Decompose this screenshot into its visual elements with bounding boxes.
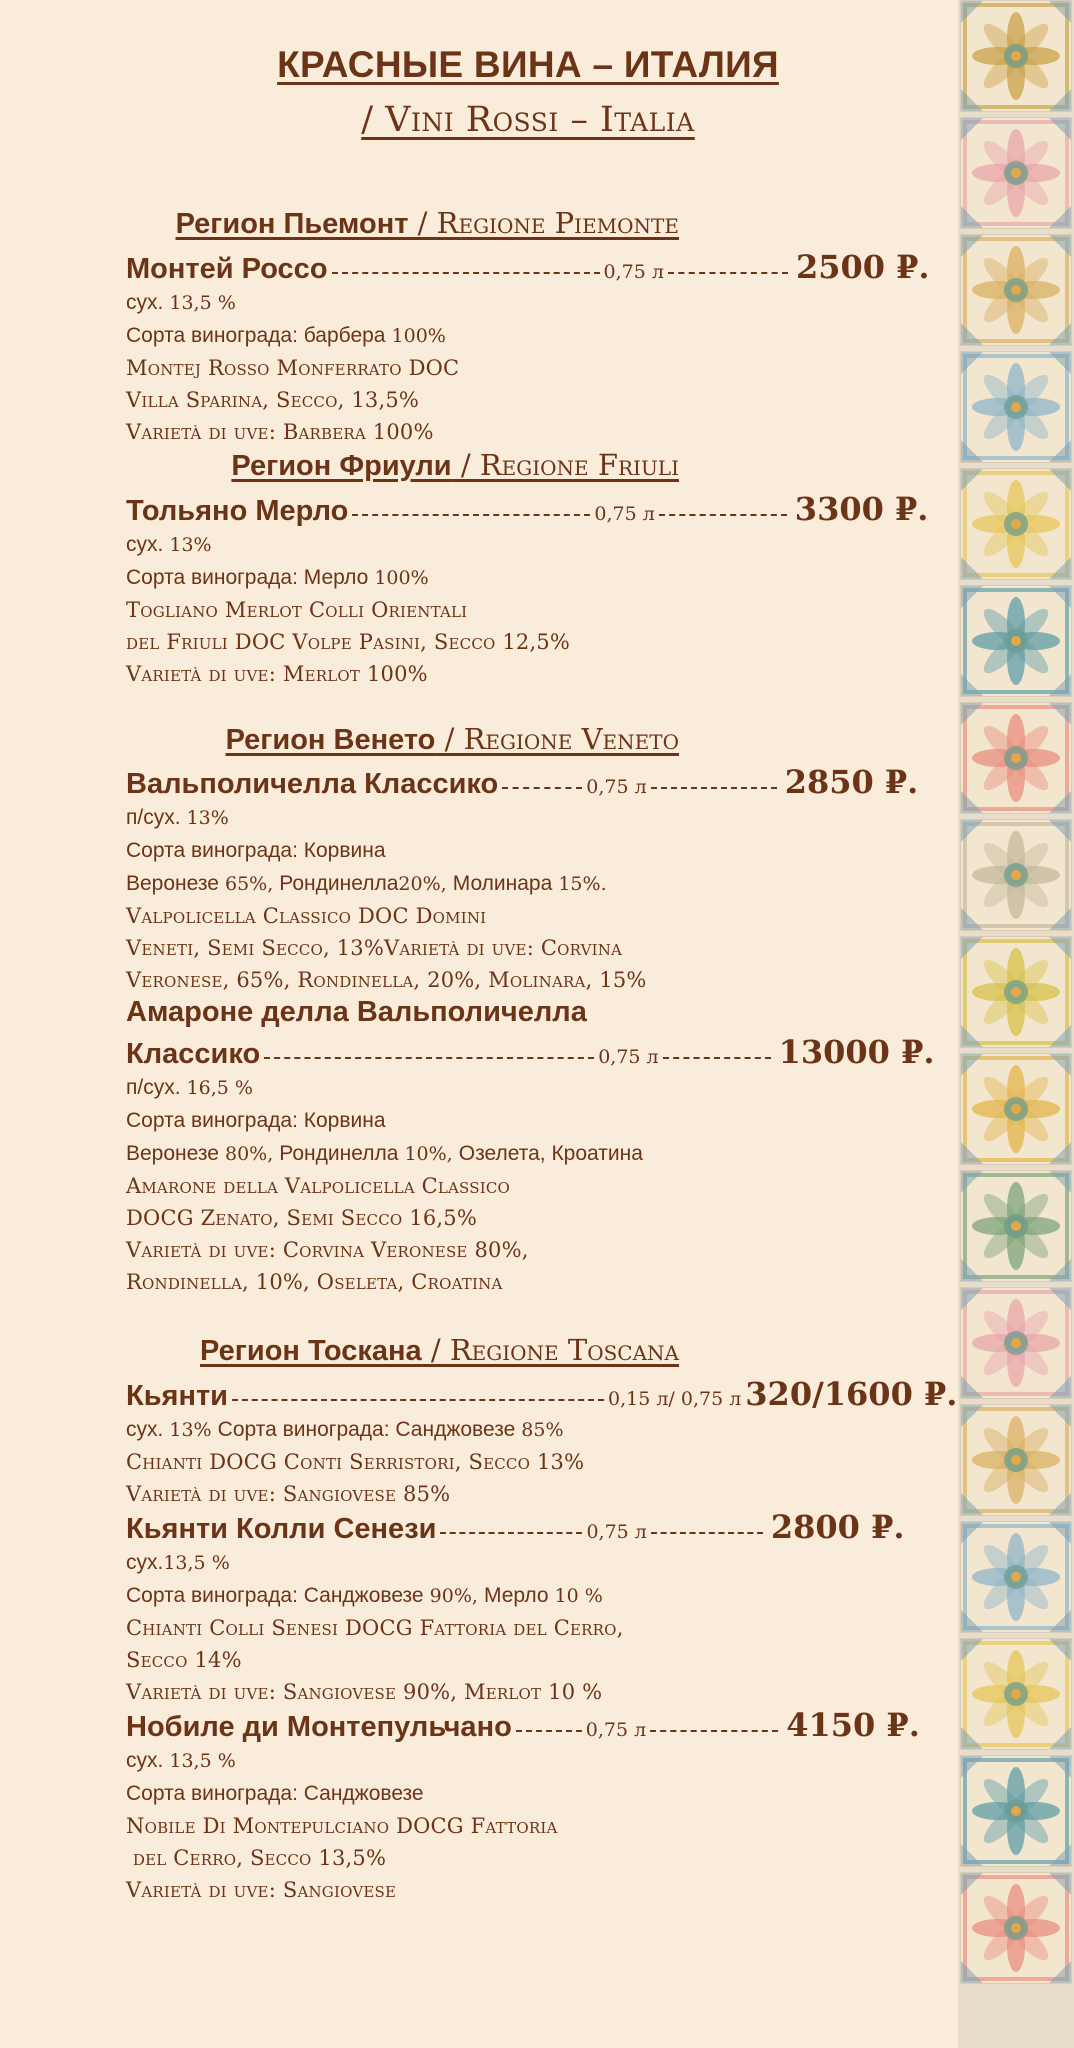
wine-italian-line: del Cerro, Secco 13,5% bbox=[126, 1846, 387, 1870]
decorative-tile bbox=[960, 1287, 1072, 1399]
wine-abv: 13% bbox=[180, 807, 229, 829]
wine-grapes-pct: 85% bbox=[515, 1419, 564, 1441]
region-heading-friuli bbox=[231, 448, 679, 483]
wine-price: 2850 ₽. bbox=[784, 763, 919, 801]
region-heading-toscana bbox=[200, 1333, 679, 1368]
decorative-tile bbox=[960, 1872, 1072, 1984]
wine-grapes: Сорта винограда: Корвина bbox=[126, 1109, 386, 1132]
decorative-tile bbox=[960, 351, 1072, 463]
wine-price: 3300 ₽. bbox=[794, 490, 929, 528]
wine-volume: 0,75 л bbox=[598, 1046, 659, 1068]
wine-price: 320/1600 ₽. bbox=[745, 1375, 958, 1413]
leader-dashes bbox=[502, 787, 582, 789]
region-name-ru: Регион Фриули bbox=[231, 450, 452, 482]
wine-item bbox=[126, 490, 946, 690]
decorative-tile bbox=[960, 0, 1072, 112]
leader-dashes bbox=[668, 272, 788, 274]
wine-name: Монтей Россо bbox=[126, 253, 328, 285]
wine-grapes-line bbox=[126, 1777, 946, 1810]
wine-volume: 0,75 л bbox=[586, 1521, 647, 1543]
wine-grape: Рондинелла bbox=[279, 1142, 399, 1165]
leader-dashes bbox=[440, 1532, 582, 1534]
region-name-ru: Регион Венето bbox=[225, 724, 436, 756]
wine-style-line bbox=[126, 286, 946, 319]
decorative-tile bbox=[960, 702, 1072, 814]
wine-header-row bbox=[126, 490, 946, 528]
leader-dashes bbox=[650, 1730, 778, 1732]
wine-price: 13000 ₽. bbox=[778, 1033, 935, 1071]
wine-italian-line: Chianti Colli Senesi DOCG Fattoria del Cerro, bbox=[126, 1616, 624, 1640]
decorative-tile bbox=[960, 234, 1072, 346]
region-name-it: / Regione Toscana bbox=[421, 1333, 679, 1367]
region-heading-veneto bbox=[226, 722, 679, 757]
wine-italian-line: Varietà di uve: Sangiovese 85% bbox=[126, 1482, 451, 1506]
wine-italian-line: Valpolicella Classico DOC Domini bbox=[126, 904, 487, 928]
wine-grapes-line bbox=[126, 1137, 946, 1170]
wine-grapes: Сорта винограда: Санджовезе bbox=[217, 1418, 516, 1441]
leader-dashes bbox=[232, 1399, 604, 1401]
wine-grapes: Сорта винограда: Санджовезе bbox=[126, 1584, 424, 1607]
wine-italian-line: Villa Sparina, Secco, 13,5% bbox=[126, 388, 420, 412]
wine-grape: Мерло bbox=[483, 1584, 549, 1607]
wine-grapes-pct: 100% bbox=[385, 325, 446, 347]
wine-abv: 13,5 % bbox=[163, 1552, 230, 1574]
wine-style: п/сух. bbox=[126, 1076, 181, 1099]
wine-header-row bbox=[126, 1508, 946, 1546]
wine-price: 4150 ₽. bbox=[786, 1706, 920, 1744]
wine-grape-pct: 20%, bbox=[398, 873, 453, 895]
wine-price: 2500 ₽. bbox=[795, 248, 930, 286]
wine-grape-pct: 10 % bbox=[548, 1585, 603, 1607]
wine-item bbox=[126, 1706, 946, 1906]
wine-grapes-line bbox=[126, 834, 946, 867]
wine-grapes: Сорта винограда: Корвина bbox=[126, 839, 386, 862]
wine-grape: Молинара bbox=[452, 872, 553, 895]
wine-italian-line: Varietà di uve: Sangiovese bbox=[126, 1878, 397, 1902]
wine-item bbox=[126, 763, 946, 996]
wine-grapes: Сорта винограда: Санджовезе bbox=[126, 1782, 424, 1805]
wine-grapes: Сорта винограда: барбера bbox=[126, 324, 386, 347]
wine-grapes-pct: 90%, bbox=[423, 1585, 484, 1607]
wine-style-line bbox=[126, 1744, 946, 1777]
wine-name-cont: Классико bbox=[126, 1038, 261, 1070]
wine-italian-line: Togliano Merlot Colli Orientali bbox=[126, 598, 468, 622]
wine-name: Амароне делла Вальполичелла bbox=[126, 996, 587, 1028]
wine-style-line bbox=[126, 528, 946, 561]
wine-item bbox=[126, 1508, 946, 1708]
wine-style: сух. bbox=[126, 291, 164, 314]
wine-style-line bbox=[126, 801, 946, 834]
wine-grapes: Сорта винограда: Мерло bbox=[126, 566, 369, 589]
wine-volume: 0,75 л bbox=[603, 261, 664, 283]
leader-dashes bbox=[332, 272, 600, 274]
wine-italian-line: Amarone della Valpolicella Classico bbox=[126, 1174, 511, 1198]
wine-italian-line: Varietà di uve: Merlot 100% bbox=[126, 662, 428, 686]
wine-italian-line: Veronese, 65%, Rondinella, 20%, Molinara, 15% bbox=[126, 968, 647, 992]
wine-grapes-line bbox=[126, 867, 946, 900]
wine-name: Вальполичелла Классико bbox=[126, 768, 499, 800]
region-name-it: / Regione Friuli bbox=[451, 448, 679, 482]
decorative-tile bbox=[960, 1521, 1072, 1633]
leader-dashes bbox=[659, 514, 787, 516]
wine-volume: 0,75 л bbox=[594, 503, 655, 525]
wine-grape: Озелета, Кроатина bbox=[458, 1142, 643, 1165]
wine-name: Тольяно Мерло bbox=[126, 495, 349, 527]
wine-italian-line: Chianti DOCG Conti Serristori, Secco 13% bbox=[126, 1450, 585, 1474]
wine-style-line bbox=[126, 1546, 946, 1579]
decorative-tile bbox=[960, 585, 1072, 697]
decorative-tile bbox=[960, 1053, 1072, 1165]
wine-italian-line: Rondinella, 10%, Oseleta, Croatina bbox=[126, 1270, 503, 1294]
wine-italian-line: Secco 14% bbox=[126, 1648, 242, 1672]
leader-dashes bbox=[651, 1532, 763, 1534]
wine-italian-line: Varietà di uve: Sangiovese 90%, Merlot 10 % bbox=[126, 1680, 603, 1704]
wine-volume: 0,15 л/ 0,75 л bbox=[608, 1388, 742, 1410]
wine-grape-pct: 80%, bbox=[218, 1143, 280, 1165]
wine-header-row bbox=[126, 1375, 958, 1413]
decorative-tile bbox=[960, 1170, 1072, 1282]
wine-abv: 13,5 % bbox=[163, 1750, 236, 1772]
wine-style: сух. bbox=[126, 1418, 164, 1441]
wine-abv: 13% bbox=[163, 534, 212, 556]
wine-grape-pct: 10%, bbox=[398, 1143, 459, 1165]
region-name-ru: Регион Тоскана bbox=[200, 1335, 422, 1367]
region-name-it: / Regione Piemonte bbox=[408, 206, 679, 240]
wine-grape-pct: 15%. bbox=[552, 873, 607, 895]
wine-italian-line: Varietà di uve: Barbera 100% bbox=[126, 420, 434, 444]
leader-dashes bbox=[264, 1057, 594, 1059]
page-subtitle: / Vini Rossi – Italia bbox=[361, 100, 695, 140]
wine-grape: Веронезе bbox=[126, 1142, 219, 1165]
wine-grape: Рондинелла bbox=[279, 872, 399, 895]
wine-header-row bbox=[126, 1033, 946, 1071]
wine-name: Нобиле ди Монтепульчано bbox=[126, 1711, 512, 1743]
wine-volume: 0,75 л bbox=[586, 776, 647, 798]
wine-grape-pct: 65%, bbox=[218, 873, 280, 895]
wine-item bbox=[126, 1375, 958, 1510]
wine-italian-line: del Friuli DOC Volpe Pasini, Secco 12,5% bbox=[126, 630, 571, 654]
wine-grapes-pct: 100% bbox=[368, 567, 429, 589]
wine-volume: 0,75 л bbox=[585, 1719, 647, 1741]
decorative-tile-strip bbox=[958, 0, 1074, 2048]
wine-item bbox=[126, 996, 946, 1298]
decorative-tile bbox=[960, 1638, 1072, 1750]
leader-dashes bbox=[651, 787, 777, 789]
wine-grapes-line bbox=[126, 561, 946, 594]
wine-grapes-line bbox=[126, 1579, 946, 1612]
wine-italian-line: Montej Rosso Monferrato DOC bbox=[126, 356, 460, 380]
wine-style-line bbox=[126, 1071, 946, 1104]
leader-dashes bbox=[663, 1057, 771, 1059]
wine-style: сух. bbox=[126, 1551, 164, 1574]
wine-grape: Веронезе bbox=[126, 872, 219, 895]
wine-italian-line: Varietà di uve: Corvina Veronese 80%, bbox=[126, 1238, 529, 1262]
wine-header-row bbox=[126, 248, 946, 286]
decorative-tile bbox=[960, 819, 1072, 931]
wine-grapes-line bbox=[126, 1104, 946, 1137]
leader-dashes bbox=[516, 1730, 582, 1732]
wine-abv: 13% bbox=[163, 1419, 218, 1441]
wine-style: сух. bbox=[126, 533, 164, 556]
wine-header-row bbox=[126, 763, 946, 801]
region-name-ru: Регион Пьемонт bbox=[175, 208, 409, 240]
region-heading-piemonte bbox=[176, 206, 679, 241]
leader-dashes bbox=[352, 514, 590, 516]
wine-abv: 13,5 % bbox=[163, 292, 236, 314]
wine-style: п/сух. bbox=[126, 806, 181, 829]
decorative-tile bbox=[960, 936, 1072, 1048]
page-title: КРАСНЫЕ ВИНА – ИТАЛИЯ bbox=[277, 44, 779, 85]
region-name-it: / Regione Veneto bbox=[435, 722, 679, 756]
wine-abv: 16,5 % bbox=[180, 1077, 253, 1099]
wine-italian-line: Nobile Di Montepulciano DOCG Fattoria bbox=[126, 1814, 558, 1838]
wine-style: сух. bbox=[126, 1749, 164, 1772]
decorative-tile bbox=[960, 117, 1072, 229]
wine-item bbox=[126, 248, 946, 448]
wine-name: Кьянти Колли Сенези bbox=[126, 1513, 437, 1545]
wine-header-row bbox=[126, 1706, 946, 1744]
wine-style-line bbox=[126, 1413, 946, 1446]
wine-grapes-line bbox=[126, 319, 946, 352]
wine-italian-line: DOCG Zenato, Semi Secco 16,5% bbox=[126, 1206, 477, 1230]
decorative-tile bbox=[960, 468, 1072, 580]
wine-italian-line: Veneti, Semi Secco, 13%Varietà di uve: Corvina bbox=[126, 936, 623, 960]
wine-price: 2800 ₽. bbox=[770, 1508, 905, 1546]
wine-name: Кьянти bbox=[126, 1380, 228, 1412]
decorative-tile bbox=[960, 1755, 1072, 1867]
decorative-tile bbox=[960, 1404, 1072, 1516]
